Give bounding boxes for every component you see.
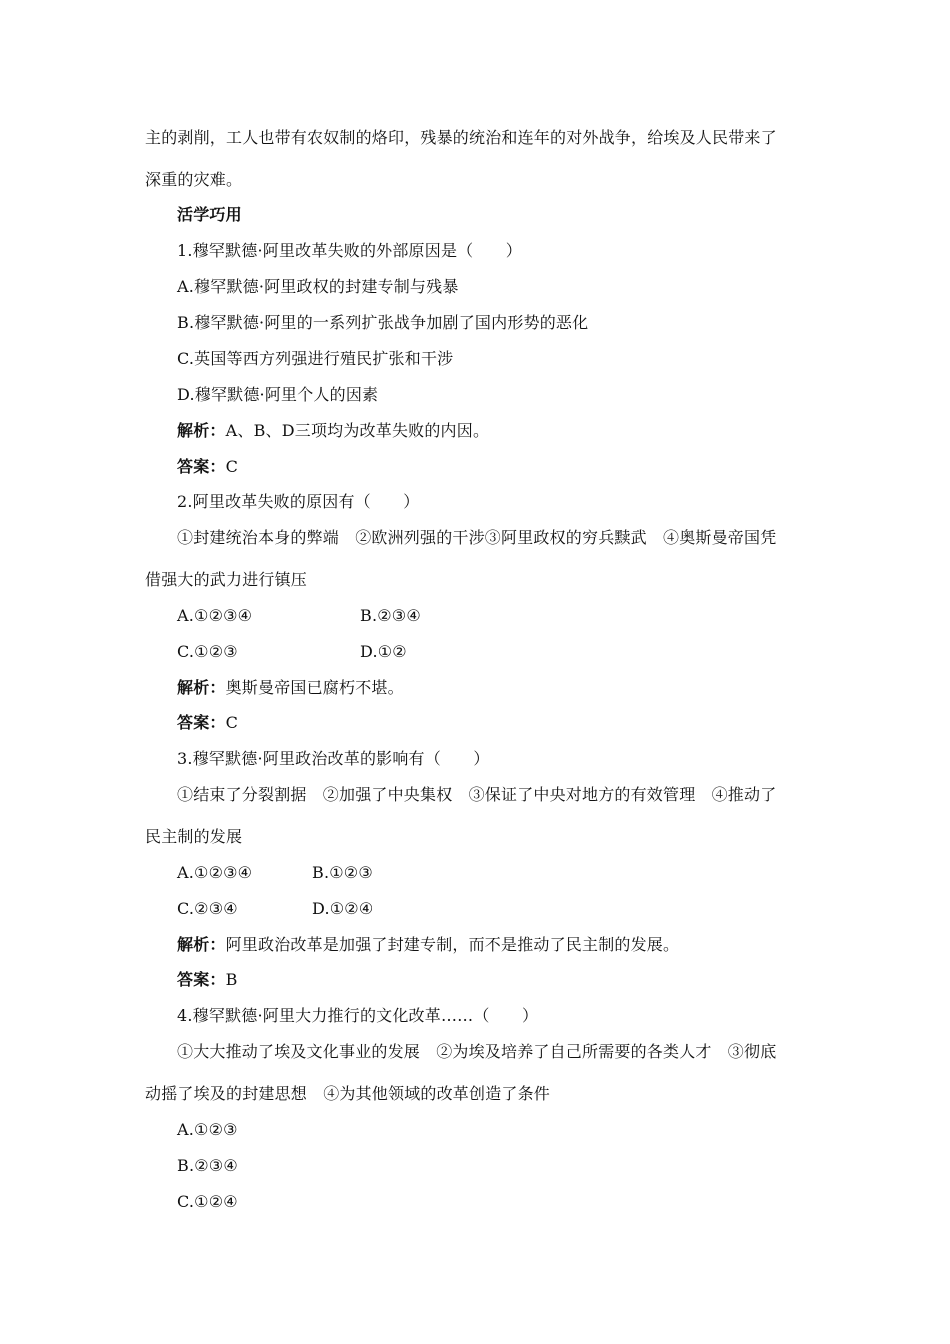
q3-stem: 3.穆罕默德·阿里政治改革的影响有（ ） [177, 749, 490, 768]
q1-option-b: B.穆罕默德·阿里的一系列扩张战争加剧了国内形势的恶化 [177, 313, 589, 332]
q2-option-c: C.①②③ [177, 642, 238, 661]
section-title: 活学巧用 [177, 205, 242, 224]
intro-line-1: 主的剥削，工人也带有农奴制的烙印，残暴的统治和连年的对外战争，给埃及人民带来了 [145, 128, 777, 147]
q1-stem: 1.穆罕默德·阿里改革失败的外部原因是（ ） [177, 241, 522, 260]
q1-analysis-text: A、B、D三项均为改革失败的内因。 [225, 421, 490, 440]
q2-analysis-text: 奥斯曼帝国已腐朽不堪。 [225, 678, 404, 697]
q2-option-a: A.①②③④ [177, 606, 253, 625]
q1-option-c: C.英国等西方列强进行殖民扩张和干涉 [177, 349, 454, 368]
q2-answer-label: 答案： [177, 713, 226, 732]
q3-analysis-text: 阿里政治改革是加强了封建专制，而不是推动了民主制的发展。 [225, 935, 680, 954]
q3-option-c: C.②③④ [177, 899, 238, 918]
q1-analysis [177, 421, 489, 441]
q4-option-b: B.②③④ [177, 1156, 238, 1175]
q2-option-b: B.②③④ [360, 606, 421, 625]
q3-items-line-2: 民主制的发展 [145, 827, 243, 846]
q4-stem: 4.穆罕默德·阿里大力推行的文化改革……（ ） [177, 1006, 539, 1025]
q3-items-line-1: ①结束了分裂割据 ②加强了中央集权 ③保证了中央对地方的有效管理 ④推动了 [177, 785, 777, 804]
q4-option-a: A.①②③ [177, 1120, 238, 1139]
q1-option-d: D.穆罕默德·阿里个人的因素 [177, 385, 379, 404]
q2-analysis [177, 678, 404, 698]
q3-option-a: A.①②③④ [177, 863, 253, 882]
q2-items-line-1: ①封建统治本身的弊端 ②欧洲列强的干涉③阿里政权的穷兵黩武 ④奥斯曼帝国凭 [177, 528, 777, 547]
q2-answer [177, 713, 238, 733]
q3-option-d: D.①②④ [312, 899, 374, 918]
q1-analysis-label: 解析： [177, 421, 226, 440]
q4-items-line-2: 动摇了埃及的封建思想 ④为其他领域的改革创造了条件 [145, 1084, 551, 1103]
q1-answer-value: C [225, 457, 239, 476]
q4-items-line-1: ①大大推动了埃及文化事业的发展 ②为埃及培养了自己所需要的各类人才 ③彻底 [177, 1042, 777, 1061]
q2-stem: 2.阿里改革失败的原因有（ ） [177, 492, 420, 511]
q1-answer-label: 答案： [177, 457, 226, 476]
q2-analysis-label: 解析： [177, 678, 226, 697]
q3-analysis [177, 935, 679, 955]
q3-answer-label: 答案： [177, 970, 226, 989]
q1-answer [177, 457, 238, 477]
q3-analysis-label: 解析： [177, 935, 226, 954]
intro-line-2: 深重的灾难。 [145, 170, 243, 189]
q2-option-d: D.①② [360, 642, 407, 661]
q4-option-c: C.①②④ [177, 1192, 238, 1211]
q1-option-a: A.穆罕默德·阿里政权的封建专制与残暴 [177, 277, 459, 296]
q2-answer-value: C [225, 713, 239, 732]
q3-option-b: B.①②③ [312, 863, 373, 882]
q2-items-line-2: 借强大的武力进行镇压 [145, 570, 308, 589]
q3-answer-value: B [225, 970, 238, 989]
q3-answer [177, 970, 238, 990]
